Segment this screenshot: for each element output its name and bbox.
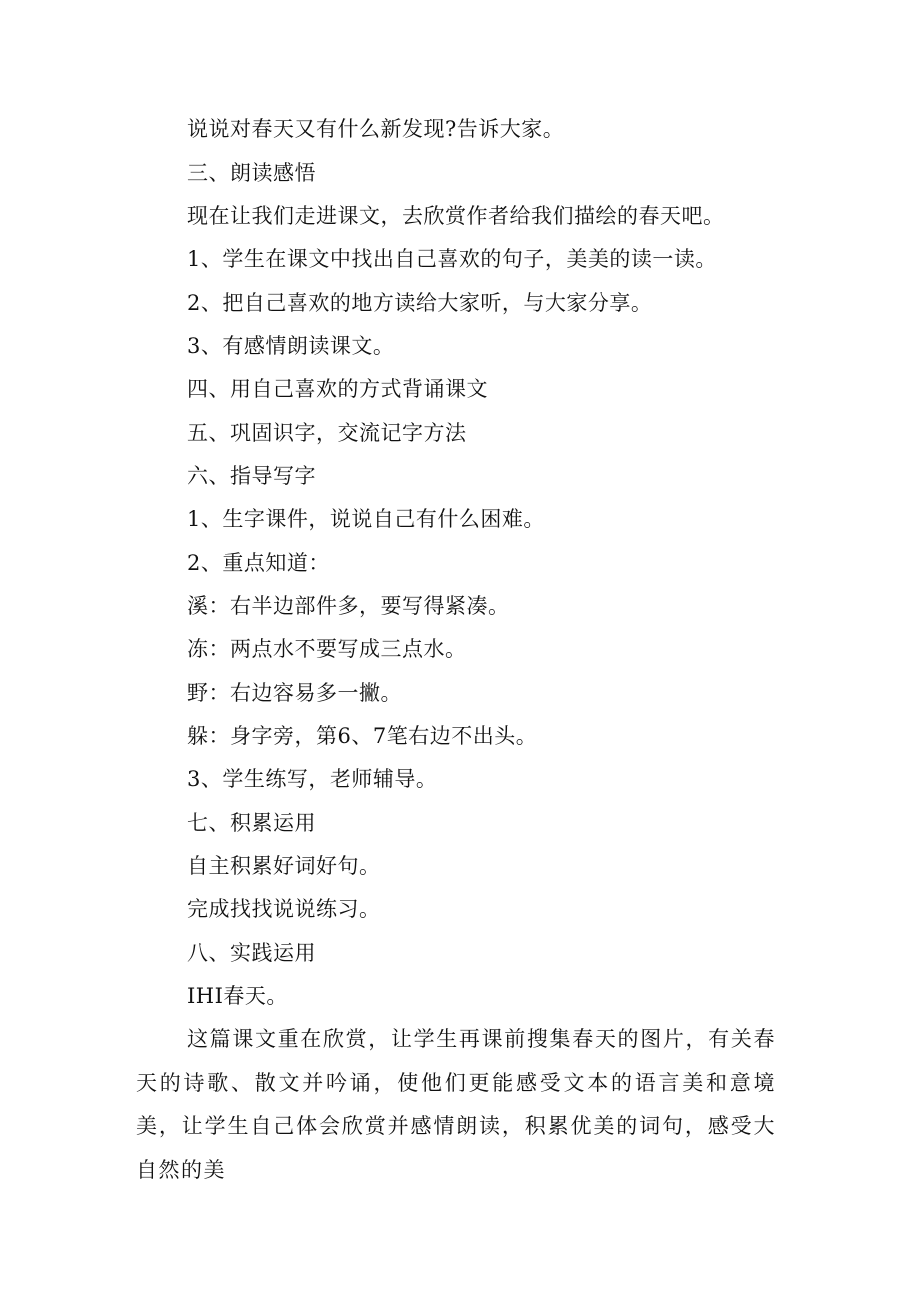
list-item: 3、有感情朗读课文。	[187, 334, 395, 358]
text-line: 自主积累好词好句。	[187, 854, 381, 878]
list-item: 2、把自己喜欢的地方读给大家听，与大家分享。	[187, 291, 653, 315]
list-item: 1、学生在课文中找出自己喜欢的句子，美美的读一读。	[187, 247, 717, 271]
section-heading: 四、用自己喜欢的方式背诵课文	[187, 377, 488, 401]
text-line: 现在让我们走进课文，去欣赏作者给我们描绘的春天吧。	[187, 204, 725, 228]
section-heading: 六、指导写字	[187, 464, 316, 488]
section-heading: 五、巩固识字，交流记字方法	[187, 421, 467, 445]
text-line: 说说对春天又有什么新发现?告诉大家。	[187, 117, 565, 141]
list-item: 3、学生练写，老师辅导。	[187, 767, 438, 791]
text-line: 完成找找说说练习。	[187, 897, 381, 921]
text-line: 溪：右半边部件多，要写得紧凑。	[187, 594, 510, 618]
text-line: 冻：两点水不要写成三点水。	[187, 637, 467, 661]
text-line: IHI春天。	[187, 984, 288, 1008]
reflection-paragraph: 这篇课文重在欣赏，让学生再课前搜集春天的图片，有关春天的诗歌、散文并吟诵，使他们更能感受文本的语言美和意境美，让学生自己体会欣赏并感情朗读，积累优美的词句，感受大自然的美	[136, 1027, 776, 1182]
section-heading: 七、积累运用	[187, 811, 316, 835]
section-heading: 三、朗读感悟	[187, 161, 316, 185]
text-line: 躲：身字旁，第6、7笔右边不出头。	[187, 724, 538, 748]
list-item: 2、重点知道：	[187, 551, 330, 575]
section-heading: 八、实践运用	[187, 941, 316, 965]
text-line: 野：右边容易多一撇。	[187, 681, 402, 705]
list-item: 1、生字课件，说说自己有什么困难。	[187, 507, 545, 531]
